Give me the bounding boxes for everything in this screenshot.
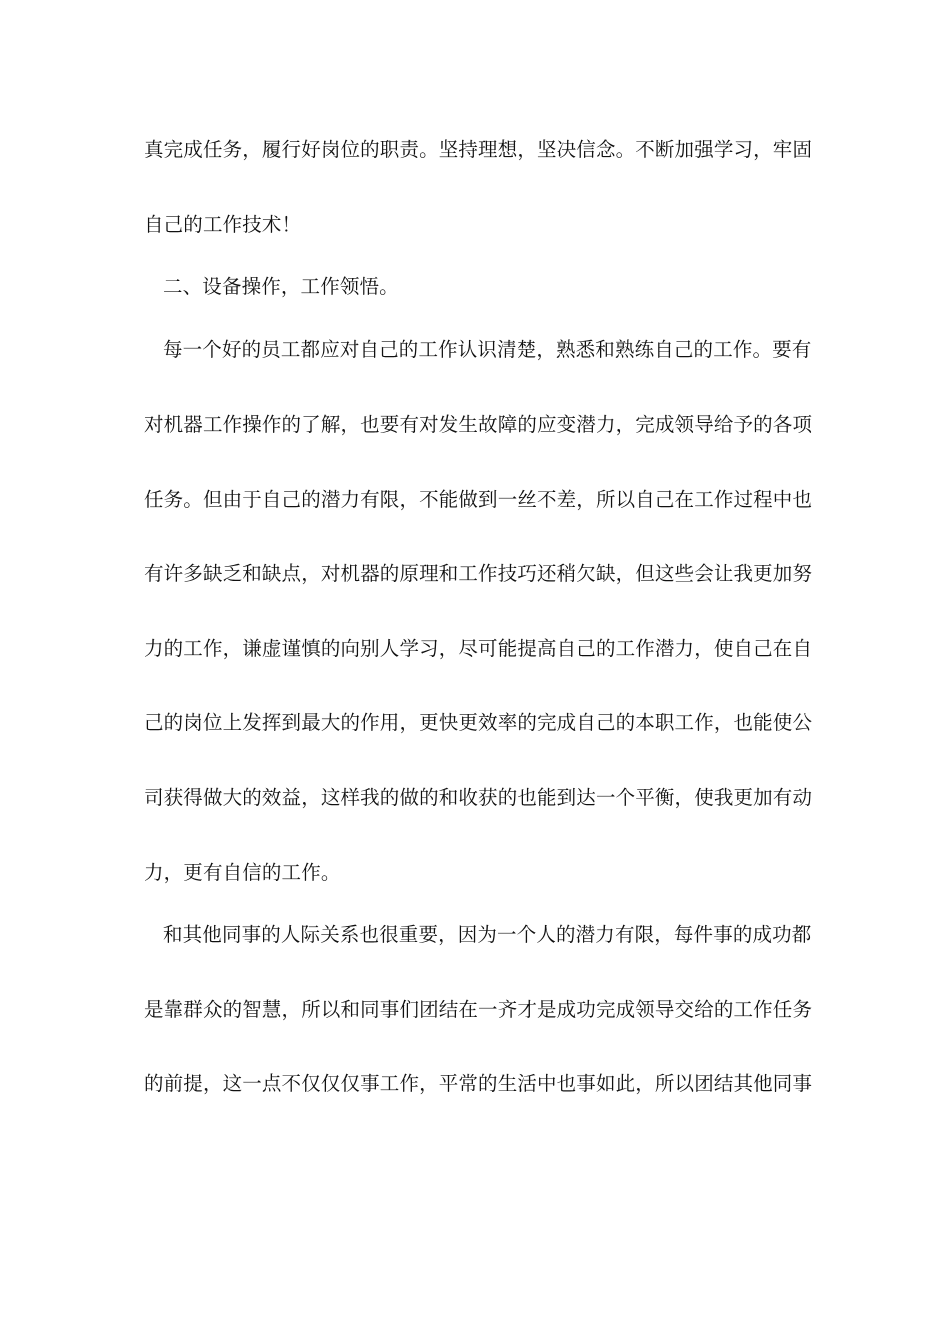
text-line: 己的岗位上发挥到最大的作用，更快更效率的完成自己的本职工作，也能使公 [144,711,813,734]
text-line: 任务。但由于自己的潜力有限，不能做到一丝不差，所以自己在工作过程中也 [144,488,813,511]
text-line: 每一个好的员工都应对自己的工作认识清楚，熟悉和熟练自己的工作。要有 [163,338,812,361]
text-line: 有许多缺乏和缺点，对机器的原理和工作技巧还稍欠缺，但这些会让我更加努 [144,562,813,585]
text-line: 对机器工作操作的了解，也要有对发生故障的应变潜力，完成领导给予的各项 [144,413,813,436]
text-line: 真完成任务，履行好岗位的职责。坚持理想，坚决信念。不断加强学习，牢固 [144,138,813,161]
text-line: 力的工作，谦虚谨慎的向别人学习，尽可能提高自己的工作潜力，使自己在自 [144,637,813,660]
text-line: 的前提，这一点不仅仅仅事工作，平常的生活中也事如此，所以团结其他同事 [144,1072,813,1095]
text-line: 力，更有自信的工作。 [144,861,341,884]
text-line: 是靠群众的智慧，所以和同事们团结在一齐才是成功完成领导交给的工作任务 [144,998,813,1021]
section-heading: 二、设备操作，工作领悟。 [163,275,399,298]
text-line: 司获得做大的效益，这样我的做的和收获的也能到达一个平衡，使我更加有动 [144,786,813,809]
text-line: 自己的工作技术！ [144,213,302,236]
text-line: 和其他同事的人际关系也很重要，因为一个人的潜力有限，每件事的成功都 [163,923,812,946]
